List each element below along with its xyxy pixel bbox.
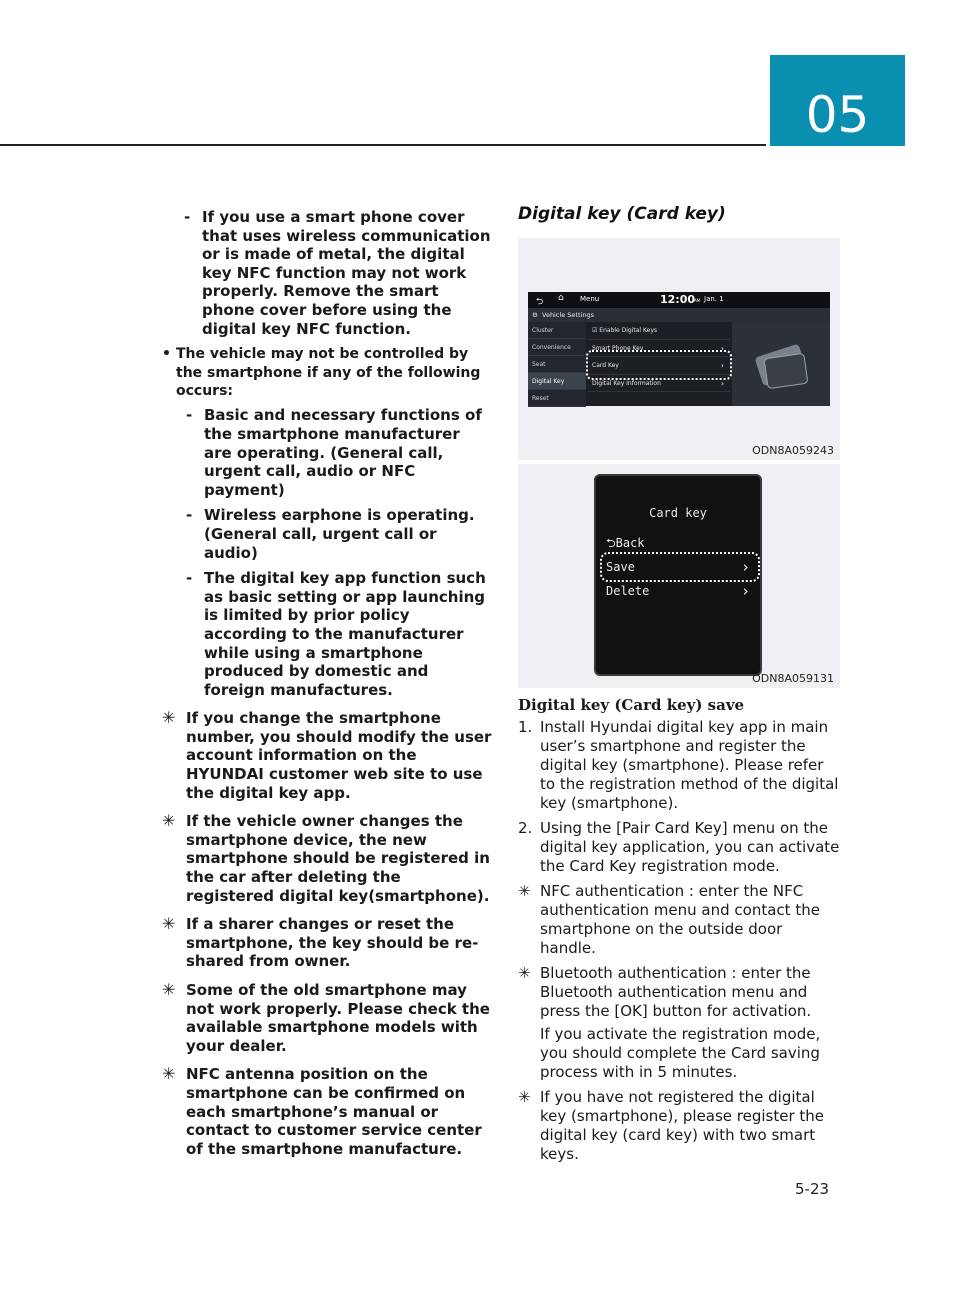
screen-header: Vehicle Settings: [542, 311, 594, 319]
sub-dash: [162, 406, 492, 499]
asterisk-icon: ✳: [518, 1088, 531, 1106]
chevron-right-icon: ›: [720, 378, 724, 388]
screen-top-bar: [528, 292, 830, 308]
step-text: Using the [Pair Card Key] menu on the digital key application, you can activate the Card Key registration mode.: [540, 819, 840, 875]
note-text: If you change the smartphone number, you should modify the user account information on the HYUNDAI customer web site to use the digital key app.: [186, 709, 492, 802]
note-item: [162, 812, 492, 905]
menu-label: Menu: [580, 295, 600, 303]
right-column: [518, 204, 840, 1170]
back-label: Back: [615, 536, 645, 550]
list-item-label: Digital Key Information: [592, 379, 661, 387]
bullet-mark: •: [162, 346, 171, 363]
sidebar-item: Cluster: [528, 322, 586, 339]
note-dash: [160, 208, 492, 338]
figure-code: ODN8A059243: [752, 444, 834, 457]
chevron-right-icon: ›: [720, 343, 724, 353]
dash-mark: -: [186, 506, 193, 525]
sub-dash: [162, 569, 492, 699]
clock-ampm: AM: [694, 298, 701, 303]
sidebar-item: Convenience: [528, 339, 586, 356]
sub-dash-text: Wireless earphone is operating. (General call, urgent call or audio): [204, 506, 475, 562]
figure-vehicle-settings: [518, 238, 840, 460]
chevron-right-icon: ›: [720, 361, 724, 370]
section-title: Digital key (Card key): [518, 204, 726, 224]
cluster-screen: [594, 474, 762, 676]
step-item: [518, 819, 840, 876]
delete-label: Delete: [606, 584, 650, 598]
note-text: Some of the old smartphone may not work properly. Please check the available smartphone models with your dealer.: [186, 981, 490, 1055]
list-item: [588, 322, 730, 340]
note-item: [162, 1065, 492, 1158]
asterisk-icon: ✳: [162, 914, 176, 934]
phone-card-icon: [732, 322, 830, 406]
step-text: Install Hyundai digital key app in main user’s smartphone and register the digital key (smartphone). Please refer to the registration method of the digital key (smartphone).: [540, 718, 839, 812]
bullet-item: [162, 345, 492, 400]
subheading: Digital key (Card key) save: [518, 696, 745, 714]
dash-mark: -: [186, 569, 193, 588]
note-text: If you have not registered the digital key (smartphone), please register the digital key (card key) with two smart keys.: [540, 1088, 825, 1163]
sub-dash-text: The digital key app function such as basic setting or app launching is limited by prior policy according to the manufacturer while using a smartphone produced by domestic and foreign manufactures.: [204, 569, 486, 699]
save-label: Save: [606, 560, 635, 574]
list-item-label: Card Key: [592, 362, 619, 369]
gear-icon: ⚙: [532, 311, 538, 319]
note-item: [162, 915, 492, 971]
left-column: [162, 208, 492, 1168]
chapter-tab: 05: [770, 55, 905, 146]
date: Jan. 1: [704, 295, 724, 303]
screen-sub-header: [528, 308, 830, 322]
back-icon: ⮌: [536, 297, 544, 307]
note-text: NFC antenna position on the smartphone can be confirmed on each smartphone’s manual or contact to customer service center of the smartphone manufacture.: [186, 1065, 482, 1158]
step-number: 2.: [518, 819, 533, 837]
highlight-box: [600, 552, 760, 582]
delete-row: [606, 584, 756, 598]
figure-card-key: [518, 464, 840, 688]
bullet-text: The vehicle may not be controlled by the smartphone if any of the following occurs:: [176, 346, 481, 399]
list-item-label: Enable Digital Keys: [599, 327, 658, 334]
sub-dash: [162, 506, 492, 562]
sidebar-item: Reset: [528, 390, 586, 407]
dash-text: If you use a smart phone cover that uses wireless communication or is made of metal, the digital key NFC function may not work properly. Remove the smart phone cover before using the digital key NFC function.: [202, 208, 491, 338]
page-number: 5-23: [795, 1180, 830, 1198]
note-text: If a sharer changes or reset the smartphone, the key should be re-shared from owner.: [186, 915, 479, 971]
note-item: [518, 1088, 840, 1164]
note-text: NFC authentication : enter the NFC authentication menu and contact the smartphone on the outside door handle.: [540, 882, 820, 957]
screen-sidebar: [528, 322, 586, 406]
note-text: If the vehicle owner changes the smartphone device, the new smartphone should be registered in the car after deleting the registered digital key(smartphone).: [186, 812, 490, 905]
note-text: Bluetooth authentication : enter the Bluetooth authentication menu and press the [OK] button for activation.: [540, 964, 812, 1020]
chevron-right-icon: ›: [740, 582, 750, 600]
asterisk-icon: ✳: [518, 882, 531, 900]
sidebar-item: Seat: [528, 356, 586, 373]
asterisk-icon: ✳: [518, 964, 531, 982]
list-item-label: Smart Phone Key: [592, 344, 644, 352]
note-item: [162, 709, 492, 802]
dash-mark: -: [184, 208, 191, 226]
paragraph: If you activate the registration mode, you should complete the Card saving process with in 5 minutes.: [540, 1025, 821, 1081]
note-item: [518, 882, 840, 958]
home-icon: ⌂: [558, 293, 564, 303]
highlight-box: [586, 350, 732, 380]
sidebar-item-selected: Digital Key: [528, 373, 586, 390]
note-item: [518, 964, 840, 1021]
step-number: 1.: [518, 718, 533, 736]
step-item: [518, 718, 840, 813]
sub-dash-text: Basic and necessary functions of the smartphone manufacturer are operating. (General call, urgent call, audio or NFC payment): [204, 406, 482, 499]
chevron-right-icon: ›: [740, 558, 750, 576]
card-illustration: [732, 322, 830, 406]
screen-title: Card key: [649, 506, 707, 520]
infotainment-screen: [528, 292, 830, 406]
asterisk-icon: ✳: [162, 980, 176, 999]
dash-mark: -: [186, 406, 193, 425]
clock: 12:00: [660, 293, 696, 306]
figure-code: ODN8A059131: [752, 672, 834, 685]
note-item: [162, 981, 492, 1055]
asterisk-icon: ✳: [162, 1064, 176, 1084]
asterisk-icon: ✳: [162, 708, 176, 728]
asterisk-icon: ✳: [162, 811, 176, 831]
checkbox-icon: ☑: [592, 327, 600, 334]
back-arrow-icon: ⮌: [606, 536, 616, 550]
header-rule: [0, 144, 766, 146]
